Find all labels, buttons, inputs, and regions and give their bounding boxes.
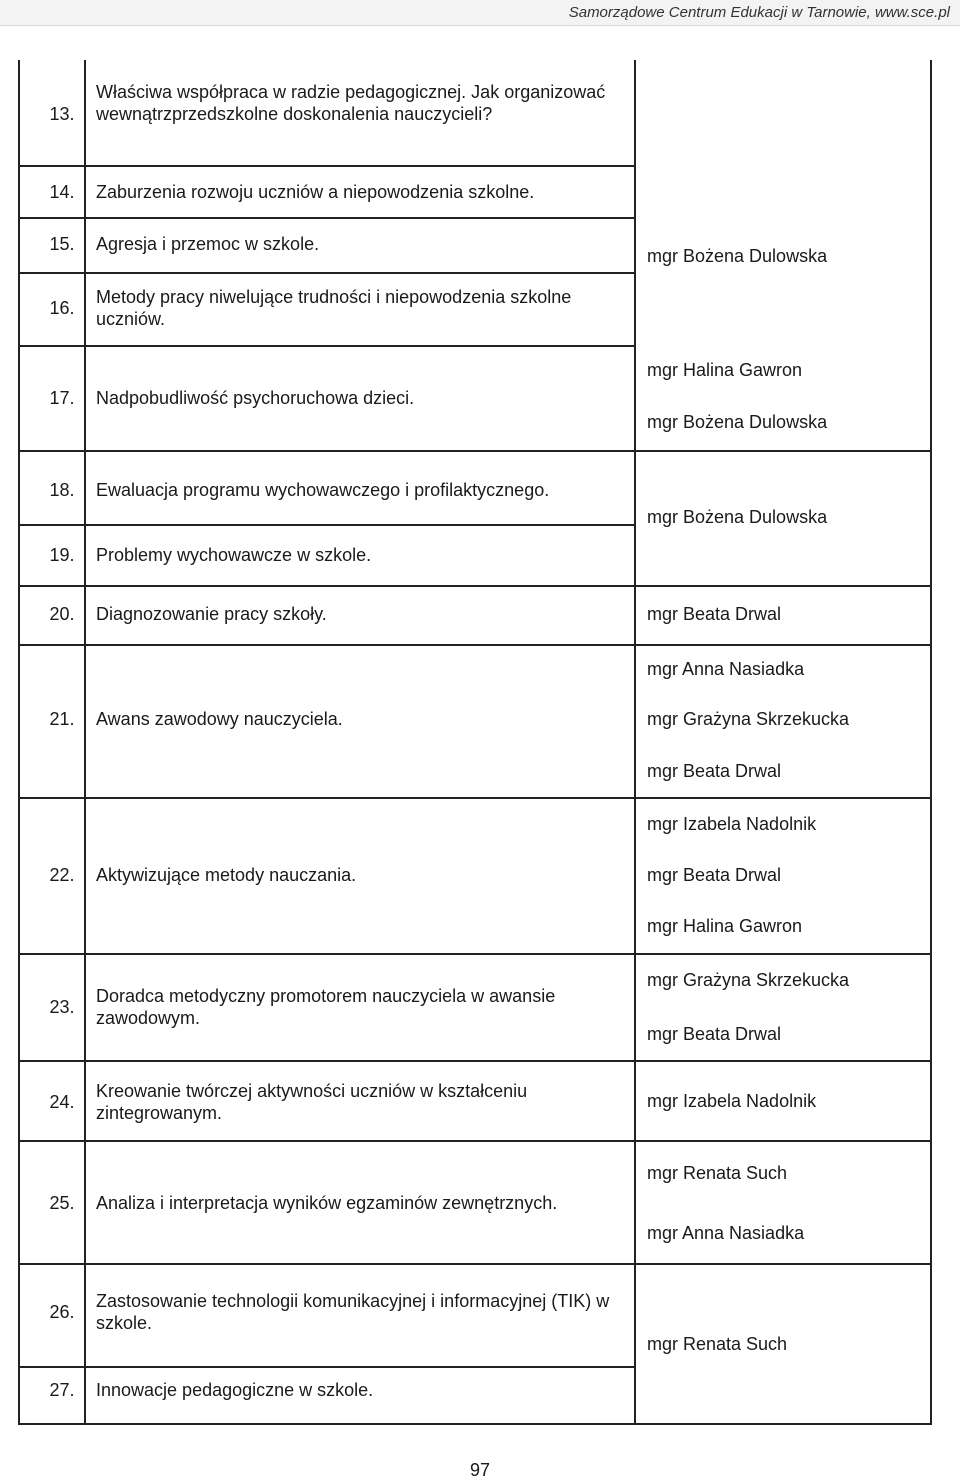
row-divider [20,953,932,955]
topics-table [18,60,932,1425]
topic-text: Doradca metodyczny promotorem nauczyciela w awansie zawodowym. [96,986,556,1028]
row-number: 27. [49,1380,75,1400]
header-text: Samorządowe Centrum Edukacji w Tarnowie, www.sce.pl [568,4,950,21]
row-divider [20,797,932,799]
person-name: mgr Izabela Nadolnik [647,814,817,834]
row-number: 25. [49,1193,75,1213]
topic-text: Zaburzenia rozwoju uczniów a niepowodzenia szkolne. [96,182,535,202]
person-name: mgr Beata Drwal [647,865,782,885]
topic-text: Właściwa współpraca w radzie pedagogicznej. Jak organizować wewnątrzprzedszkolne doskonalenia nauczycieli? [96,82,606,124]
person-name: mgr Grażyna Skrzekucka [647,709,850,729]
row-number: 16. [49,298,75,318]
topic-text: Nadpobudliwość psychoruchowa dzieci. [96,388,415,408]
person-name: mgr Renata Such [647,1334,788,1354]
person-name: mgr Izabela Nadolnik [647,1091,817,1111]
row-divider [20,1140,932,1142]
person-name: mgr Beata Drwal [647,1024,782,1044]
person-name: mgr Grażyna Skrzekucka [647,970,850,990]
topic-text: Aktywizujące metody nauczania. [96,865,357,885]
person-name: mgr Bożena Dulowska [647,412,828,432]
row-number: 15. [49,234,75,254]
person-name: mgr Beata Drwal [647,604,782,624]
page-number: 97 [469,1460,491,1480]
person-name: mgr Halina Gawron [647,360,803,380]
topic-text: Metody pracy niwelujące trudności i niepowodzenia szkolne uczniów. [96,287,572,329]
person-name: mgr Anna Nasiadka [647,1223,805,1243]
person-name: mgr Bożena Dulowska [647,507,828,527]
topic-text: Problemy wychowawcze w szkole. [96,545,372,565]
column-divider-number [84,60,86,1425]
person-name: mgr Beata Drwal [647,761,782,781]
column-divider-person [634,60,636,1425]
row-divider [20,644,932,646]
row-number: 26. [49,1302,75,1322]
row-number: 24. [49,1092,75,1112]
row-number: 22. [49,865,75,885]
topic-text: Innowacje pedagogiczne w szkole. [96,1380,374,1400]
row-divider [20,524,636,526]
topic-text: Analiza i interpretacja wyników egzaminów zewnętrznych. [96,1193,558,1213]
row-number: 17. [49,388,75,408]
topic-text: Kreowanie twórczej aktywności uczniów w kształceniu zintegrowanym. [96,1081,528,1123]
row-number: 21. [49,709,75,729]
row-number: 20. [49,604,75,624]
topic-text: Awans zawodowy nauczyciela. [96,709,343,729]
row-divider [20,345,636,347]
row-number: 13. [49,104,75,124]
topic-text: Ewaluacja programu wychowawczego i profilaktycznego. [96,480,550,500]
topic-text: Zastosowanie technologii komunikacyjnej i informacyjnej (TIK) w szkole. [96,1291,610,1333]
row-number: 19. [49,545,75,565]
page-header [0,0,960,26]
row-divider [20,450,932,452]
row-divider [20,165,636,167]
person-name: mgr Renata Such [647,1163,788,1183]
row-number: 18. [49,480,75,500]
row-divider [20,217,636,219]
topic-text: Agresja i przemoc w szkole. [96,234,320,254]
person-name: mgr Bożena Dulowska [647,246,828,266]
person-name: mgr Halina Gawron [647,916,803,936]
row-number: 23. [49,997,75,1017]
row-number: 14. [49,182,75,202]
row-divider [20,1263,932,1265]
person-name: mgr Anna Nasiadka [647,659,805,679]
row-divider [20,1060,932,1062]
row-divider [20,585,932,587]
topic-text: Diagnozowanie pracy szkoły. [96,604,327,624]
row-divider [20,272,636,274]
row-divider [20,1366,636,1368]
